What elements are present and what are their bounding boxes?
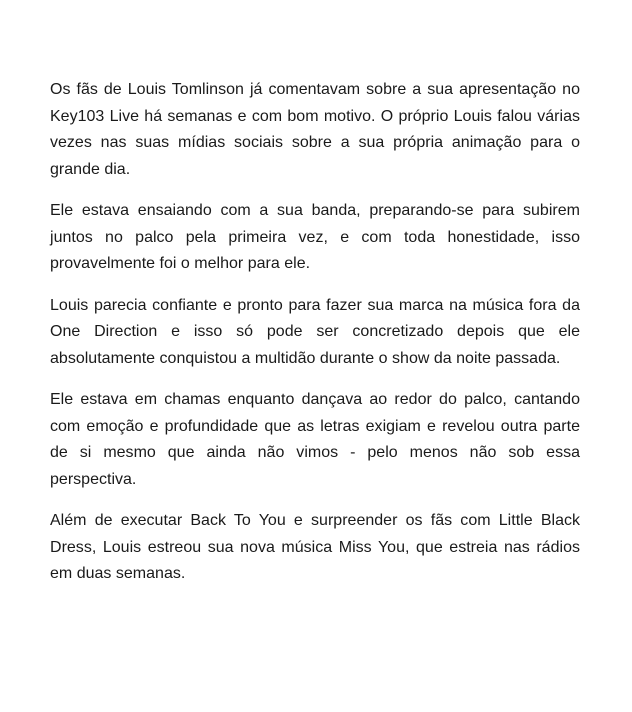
paragraph-5: Além de executar Back To You e surpreender os fãs com Little Black Dress, Louis estreou sua nova música Miss You, que estreia nas rádios em duas semanas. — [50, 512, 580, 582]
paragraph-1: Os fãs de Louis Tomlinson já comentavam sobre a sua apresentação no Key103 Live há semanas e com bom motivo. O próprio Louis falou várias vezes nas suas mídias sociais sobre a sua própria animação para o grande dia. — [50, 81, 580, 178]
paragraph-4: Ele estava em chamas enquanto dançava ao redor do palco, cantando com emoção e profundidade que as letras exigiam e revelou outra parte de si mesmo que ainda não vimos - pelo menos não sob essa perspectiva. — [50, 391, 580, 488]
document-body — [50, 77, 580, 603]
paragraph-3: Louis parecia confiante e pronto para fazer sua marca na música fora da One Direction e isso só pode ser concretizado depois que ele absolutamente conquistou a multidão durante o show da noite passada. — [50, 296, 580, 367]
paragraph-2: Ele estava ensaiando com a sua banda, preparando-se para subirem juntos no palco pela primeira vez, e com toda honestidade, isso provavelmente foi o melhor para ele. — [50, 202, 580, 272]
